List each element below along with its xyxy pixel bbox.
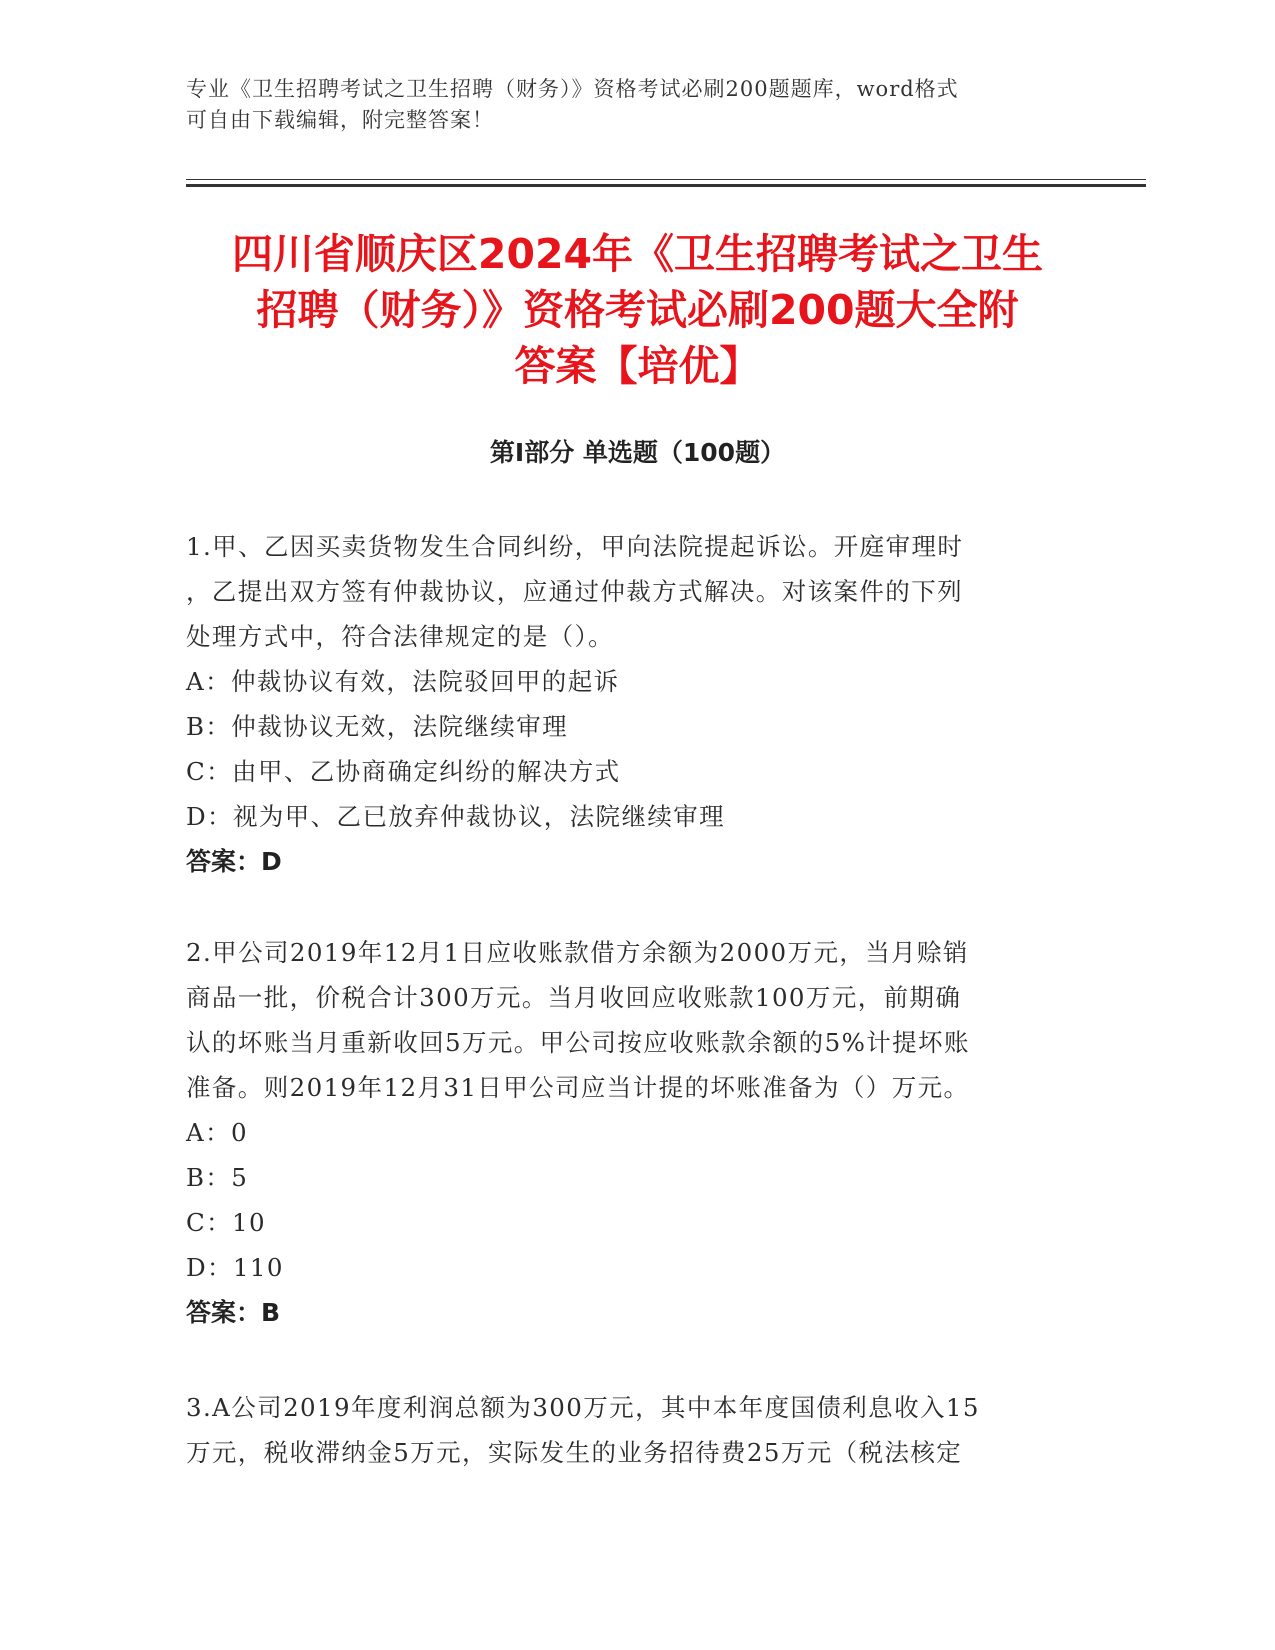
question-2: [186, 930, 1086, 1335]
question-stem-line: ，乙提出双方签有仲裁协议，应通过仲裁方式解决。对该案件的下列: [186, 577, 963, 606]
option-a: A：仲裁协议有效，法院驳回甲的起诉: [186, 667, 620, 696]
question-stem-line: 认的坏账当月重新收回5万元。甲公司按应收账款余额的5%计提坏账: [186, 1028, 970, 1057]
header-divider-thin: [186, 179, 1146, 180]
title-line: 答案【培优】: [514, 342, 761, 390]
answer: 答案：B: [186, 1298, 281, 1327]
question-stem-line: 商品一批，价税合计300万元。当月收回应收账款100万元，前期确: [186, 983, 962, 1012]
section-title: 第Ⅰ部分 单选题（100题）: [489, 438, 786, 467]
option-b: B：5: [186, 1163, 249, 1192]
answer: 答案：D: [186, 847, 282, 876]
question-stem-line: 3.A公司2019年度利润总额为300万元，其中本年度国债利息收入15: [186, 1393, 980, 1422]
question-stem-line: 万元，税收滞纳金5万元，实际发生的业务招待费25万元（税法核定: [186, 1438, 963, 1467]
question-stem-line: 2.甲公司2019年12月1日应收账款借方余额为2000万元，当月赊销: [186, 938, 969, 967]
header-note-line: 可自由下载编辑，附完整答案！: [186, 108, 494, 132]
question-3: [186, 1385, 1086, 1475]
option-d: D：110: [186, 1253, 284, 1282]
option-c: C：由甲、乙协商确定纠纷的解决方式: [186, 757, 621, 786]
question-stem-line: 处理方式中，符合法律规定的是（）。: [186, 622, 615, 651]
title-line: 四川省顺庆区2024年《卫生招聘考试之卫生: [231, 230, 1044, 278]
question-1: [186, 524, 1086, 884]
document-title: [150, 226, 1125, 394]
question-stem-line: 1.甲、乙因买卖货物发生合同纠纷，甲向法院提起诉讼。开庭审理时: [186, 532, 964, 561]
option-d: D：视为甲、乙已放弃仲裁协议，法院继续审理: [186, 802, 726, 831]
question-stem-line: 准备。则2019年12月31日甲公司应当计提的坏账准备为（）万元。: [186, 1073, 970, 1102]
header-note-line: 专业《卫生招聘考试之卫生招聘（财务）》资格考试必刷200题题库，word格式: [186, 77, 959, 101]
header-note: [186, 74, 1066, 136]
option-b: B：仲裁协议无效，法院继续审理: [186, 712, 569, 741]
option-a: A：0: [186, 1118, 248, 1147]
title-line: 招聘（财务）》资格考试必刷200题大全附: [256, 286, 1019, 334]
header-divider-thick: [186, 184, 1146, 187]
option-c: C：10: [186, 1208, 267, 1237]
